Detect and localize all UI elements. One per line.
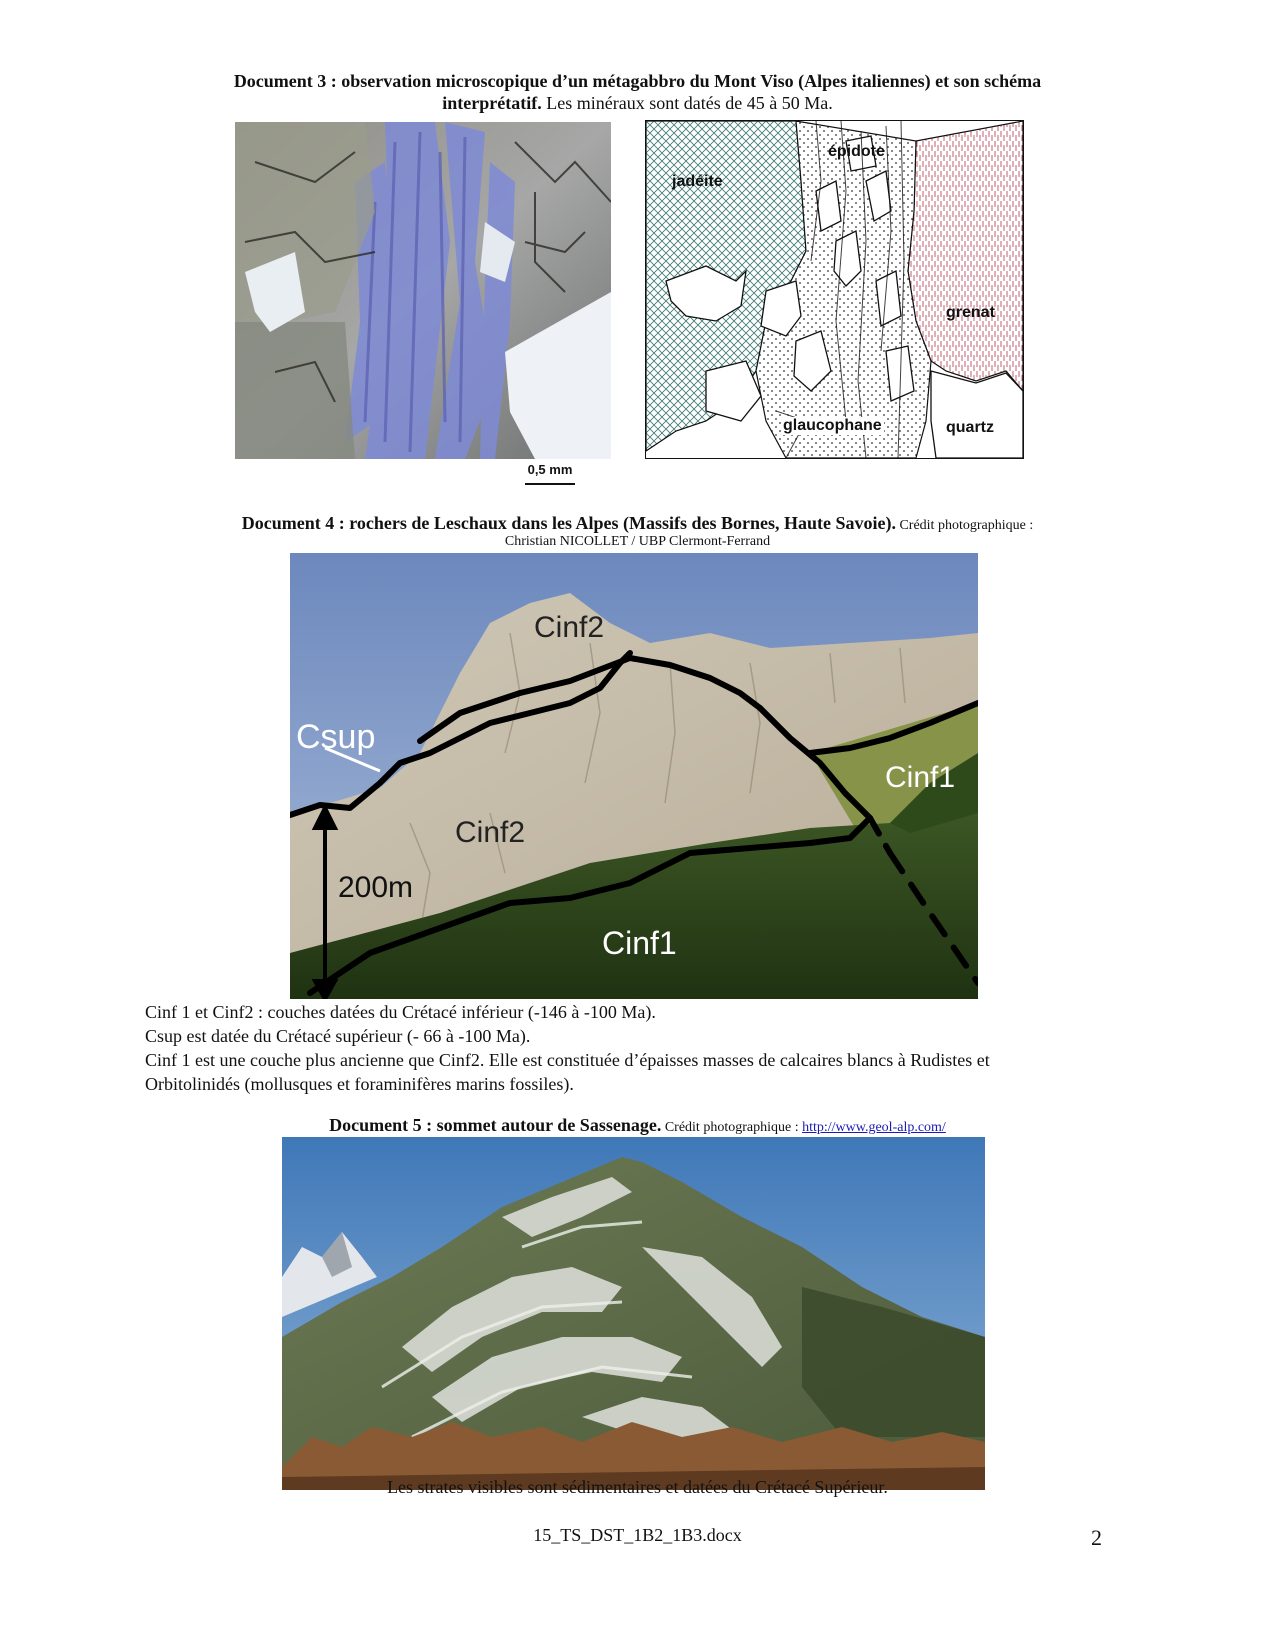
interpretive-schema xyxy=(645,120,1024,459)
doc5-title-bold: Document 5 : sommet autour de Sassenage. xyxy=(329,1115,662,1135)
doc4-credit-line2: Christian NICOLLET / UBP Clermont-Ferrand xyxy=(504,534,771,549)
microscope-photo-svg xyxy=(235,122,611,459)
doc4-text-line-1: Cinf 1 et Cinf2 : couches datées du Crétacé inférieur (-146 à -100 Ma). xyxy=(145,1002,656,1022)
doc3-title xyxy=(150,70,1125,114)
photo-label-csup: Csup xyxy=(296,718,376,756)
photo-label-cinf1-bottom: Cinf1 xyxy=(602,925,677,961)
schema-label-glaucophane: glaucophane xyxy=(783,417,882,434)
photo-label-cinf2-top: Cinf2 xyxy=(534,611,605,644)
schema-label-epidote: épidote xyxy=(828,143,885,160)
microscope-photo xyxy=(235,122,611,459)
leschaux-photo xyxy=(290,553,978,999)
doc4-credit-line1: Crédit photographique : xyxy=(895,518,1034,533)
doc5-credit-link[interactable]: http://www.geol-alp.com/ xyxy=(802,1120,946,1135)
photo-label-cinf1-right: Cinf1 xyxy=(885,761,956,794)
scale-bar xyxy=(525,483,575,485)
page-number: 2 xyxy=(1091,1525,1102,1550)
interpretive-schema-svg xyxy=(646,121,1023,458)
doc4-text-line-2: Csup est datée du Crétacé supérieur (- 66 à -100 Ma). xyxy=(145,1026,531,1046)
doc5-caption: Les strates visibles sont sédimentaires et datées du Crétacé Supérieur. xyxy=(387,1477,888,1497)
doc3-title-bold2: interprétatif. xyxy=(442,93,542,113)
doc3-title-rest: Les minéraux sont datés de 45 à 50 Ma. xyxy=(541,93,833,113)
footer-filename: 15_TS_DST_1B2_1B3.docx xyxy=(533,1525,742,1545)
doc4-text xyxy=(145,1000,1135,1096)
doc4-text-line-3: Cinf 1 est une couche plus ancienne que Cinf2. Elle est constituée d’épaisses masses de calcaires blancs à Rudistes et xyxy=(145,1050,990,1070)
doc4-text-line-4: Orbitolinidés (mollusques et foraminifères marins fossiles). xyxy=(145,1074,574,1094)
photo-label-cinf2-mid: Cinf2 xyxy=(455,816,526,849)
doc5-credit: Crédit photographique : xyxy=(661,1120,803,1135)
scale-label: 0,5 mm xyxy=(527,462,573,477)
sassenage-photo-svg xyxy=(282,1137,985,1490)
doc4-title-bold: Document 4 : rochers de Leschaux dans les Alpes (Massifs des Bornes, Haute Savoie). xyxy=(241,513,896,533)
doc3-title-bold: Document 3 : observation microscopique d’un métagabbro du Mont Viso (Alpes italiennes) et son schéma xyxy=(233,71,1042,91)
schema-label-grenat: grenat xyxy=(946,304,995,321)
doc5-title xyxy=(150,1114,1125,1139)
schema-label-quartz: quartz xyxy=(946,419,994,436)
sassenage-photo xyxy=(282,1137,985,1490)
schema-label-jadeite: jadéite xyxy=(672,173,723,190)
photo-label-height: 200m xyxy=(338,871,414,904)
